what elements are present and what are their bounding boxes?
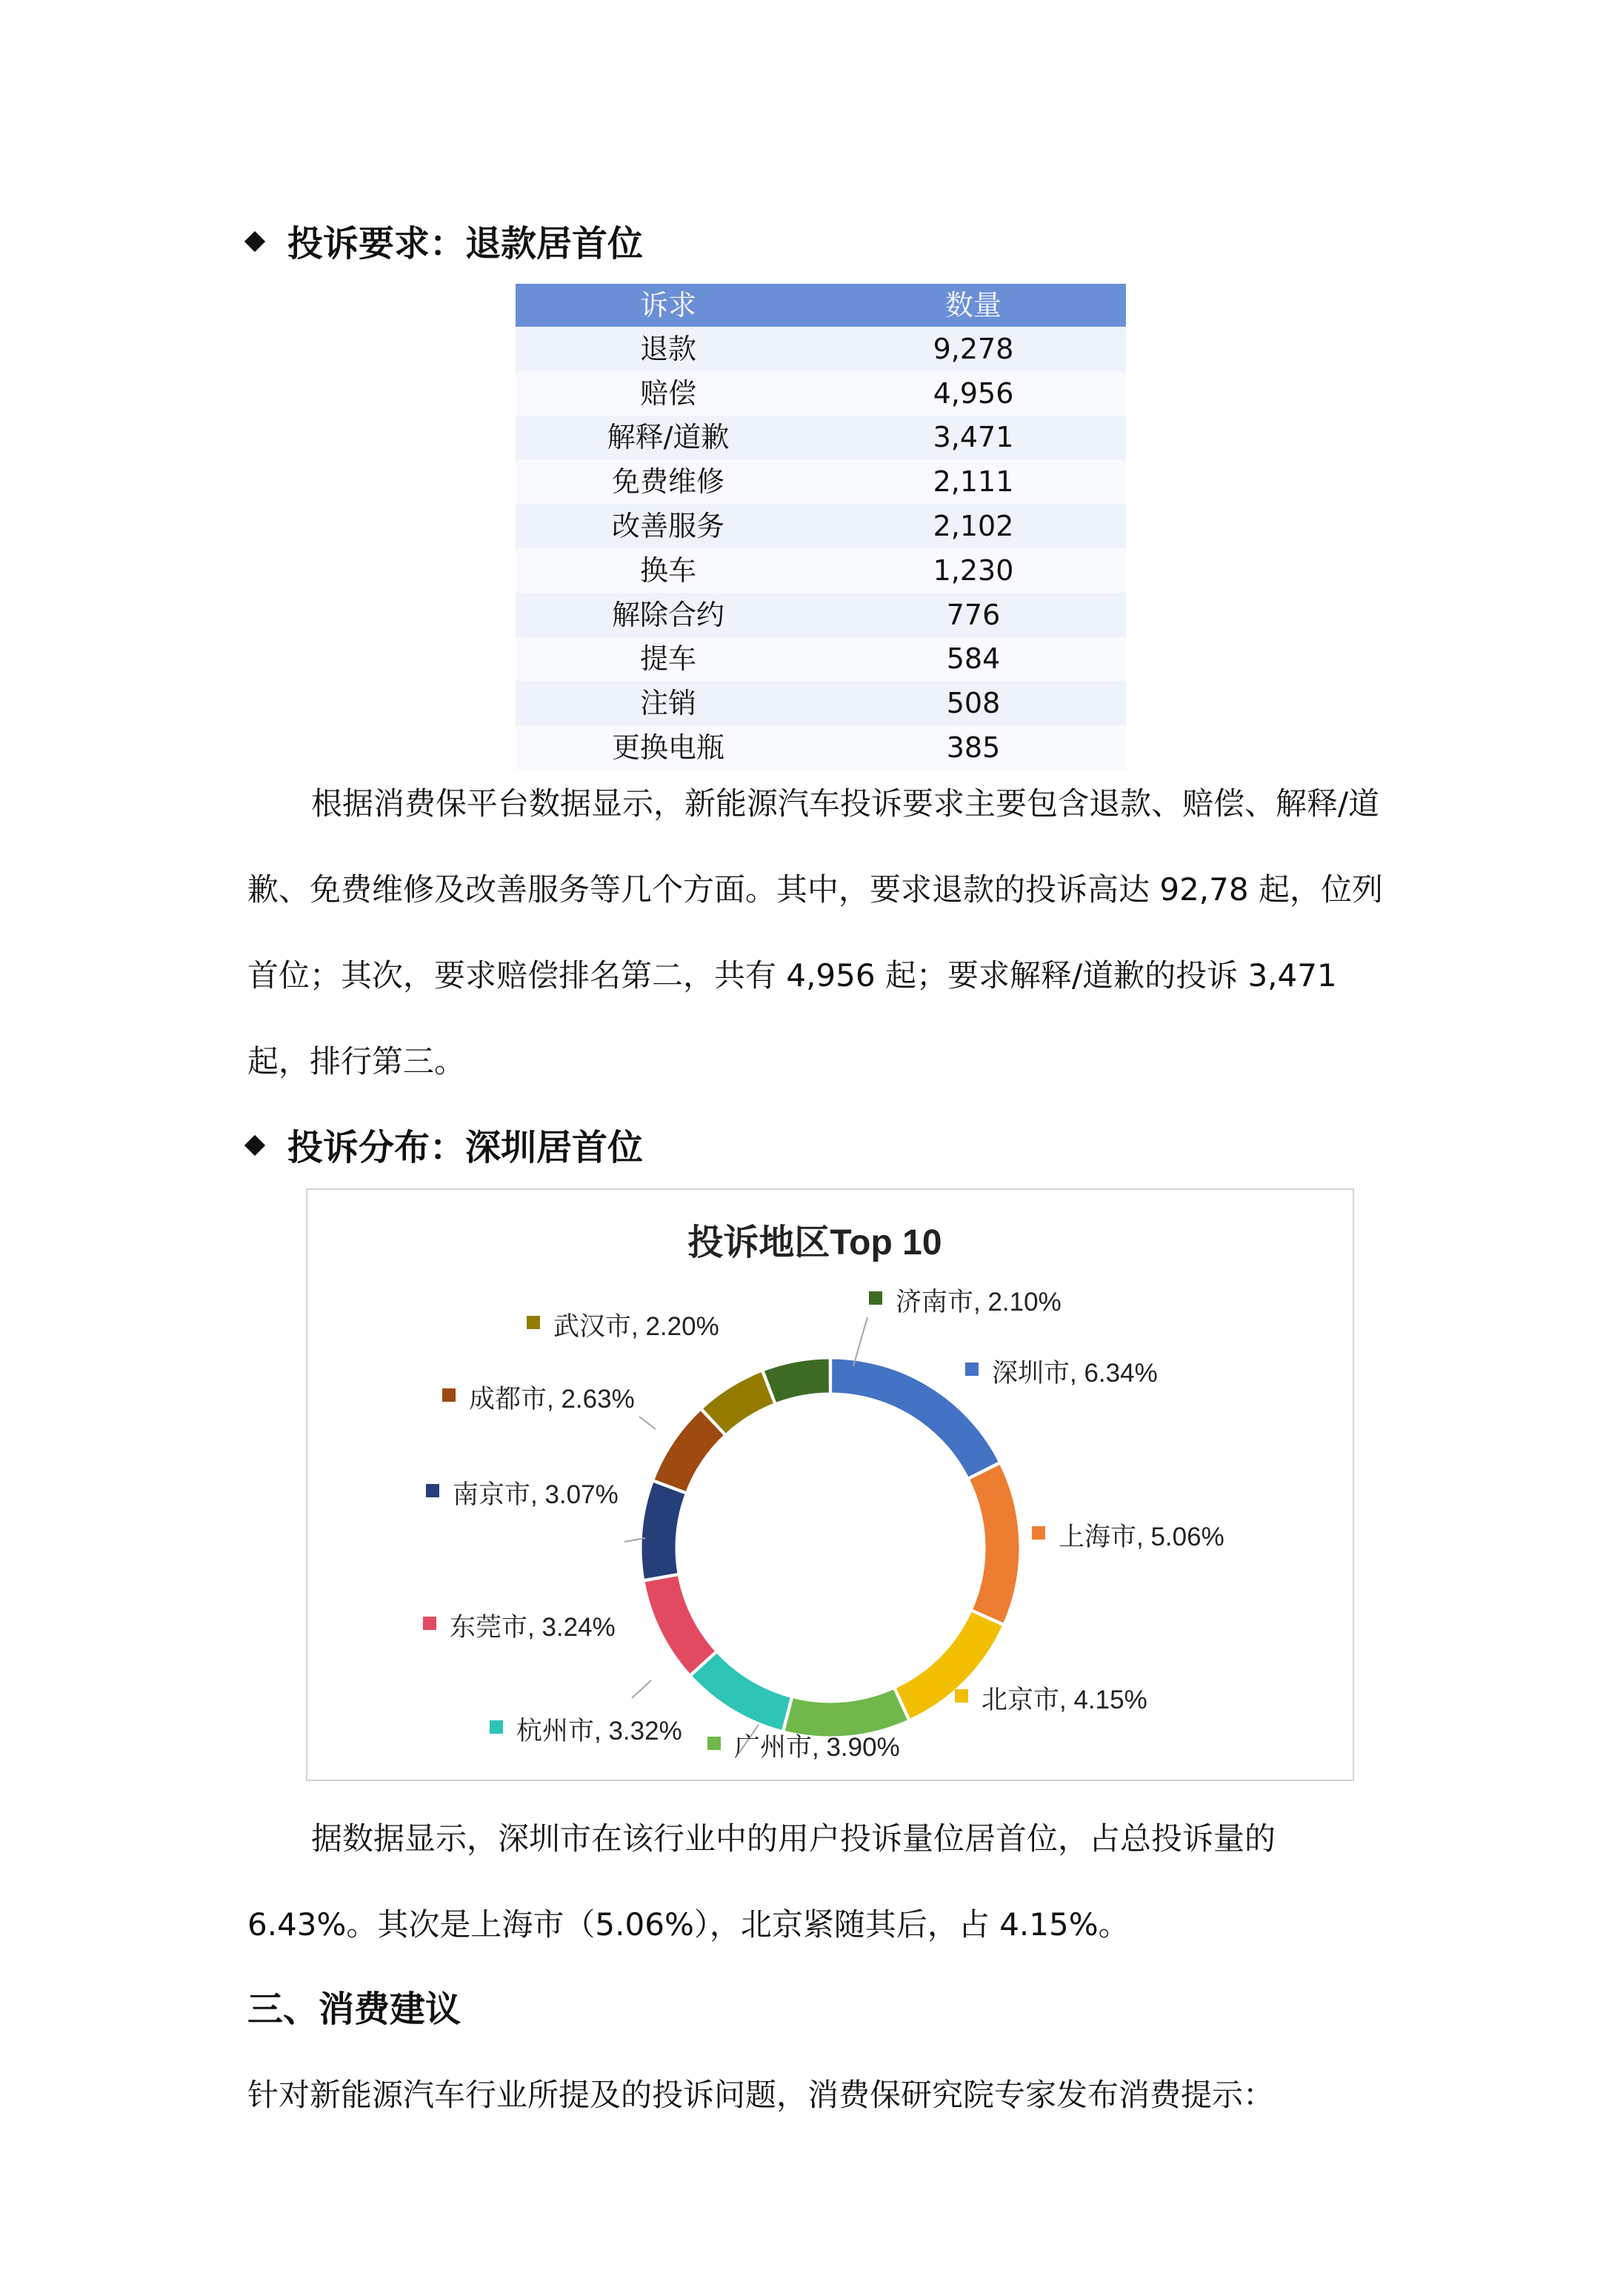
request-count-cell: 385 (821, 725, 1126, 770)
legend-key-2 (1032, 1526, 1045, 1540)
request-type-cell: 免费维修 (516, 459, 821, 504)
table-row (516, 548, 1126, 593)
request-count-cell: 508 (821, 681, 1126, 725)
paragraph-consumer-advice: 针对新能源汽车行业所提及的投诉问题，消费保研究院专家发布消费提示： (247, 2077, 1275, 2113)
request-count-cell: 2,102 (821, 504, 1126, 548)
legend-key-3 (955, 1689, 968, 1703)
table-row (516, 371, 1126, 416)
donut-slice-1 (831, 1358, 1000, 1478)
data-label-4: 广州市, 3.90% (734, 1733, 900, 1762)
donut-slice-5 (690, 1652, 791, 1731)
paragraph-complaint-distribution: 据数据显示，深圳市在该行业中的用户投诉量位居首位，占总投诉量的6.43%。其次是上海市（5.06%），北京紧随其后，占 4.15%。 (247, 1820, 1276, 1943)
table-body (516, 327, 1126, 770)
donut-slice-7 (641, 1481, 686, 1580)
donut-chart-svg (307, 1190, 1353, 1780)
region-donut-chart (306, 1188, 1354, 1781)
request-type-cell: 提车 (516, 637, 821, 682)
donut-slice-10 (763, 1358, 830, 1404)
data-label-8: 成都市, 2.63% (469, 1385, 635, 1414)
request-type-cell: 改善服务 (516, 504, 821, 548)
table-row (516, 327, 1126, 371)
donut-slice-4 (784, 1688, 909, 1737)
data-label-1: 深圳市, 6.34% (992, 1359, 1158, 1388)
request-type-cell: 赔偿 (516, 371, 821, 416)
table-header-cell: 数量 (821, 284, 1126, 327)
request-type-cell: 解除合约 (516, 593, 821, 637)
table-row (516, 416, 1126, 460)
section-heading-consumer-advice (247, 1986, 461, 2033)
request-count-cell: 776 (821, 593, 1126, 637)
request-count-cell: 4,956 (821, 371, 1126, 416)
paragraph-complaint-requests: 根据消费保平台数据显示，新能源汽车投诉要求主要包含退款、赔偿、解释/道歉、免费维修及改善服务等几个方面。其中，要求退款的投诉高达 92,78 起，位列首位；其次，要求赔偿排名第二，共有 4,956 起；要求解释/道歉的投诉 3,471 起，排行第三。 (247, 785, 1383, 1079)
request-type-cell: 退款 (516, 327, 821, 371)
request-type-cell: 换车 (516, 548, 821, 593)
legend-key-9 (527, 1316, 540, 1329)
data-label-5: 杭州市, 3.32% (516, 1717, 682, 1746)
request-type-cell: 注销 (516, 681, 821, 725)
data-label-2: 上海市, 5.06% (1059, 1523, 1224, 1551)
legend-key-6 (423, 1617, 436, 1630)
table-row (516, 681, 1126, 725)
legend-key-5 (490, 1720, 503, 1734)
data-label-3: 北京市, 4.15% (982, 1686, 1147, 1714)
leader-line-10 (853, 1317, 867, 1366)
chart-title: 投诉地区Top 10 (687, 1223, 942, 1262)
table-header-cell: 诉求 (516, 284, 821, 327)
request-count-cell: 1,230 (821, 548, 1126, 593)
diamond-bullet-icon (244, 231, 265, 252)
diamond-bullet-icon (244, 1135, 265, 1156)
request-count-cell: 2,111 (821, 459, 1126, 504)
leader-line-8 (639, 1417, 656, 1429)
request-count-cell: 3,471 (821, 416, 1126, 460)
section-heading-complaint-distribution (247, 1124, 643, 1171)
table-row (516, 459, 1126, 504)
data-label-9: 武汉市, 2.20% (553, 1312, 719, 1341)
section-heading-complaint-requests (247, 220, 643, 267)
legend-key-4 (707, 1737, 721, 1750)
table-row (516, 593, 1126, 637)
request-count-cell: 584 (821, 637, 1126, 682)
complaint-requests-table (516, 284, 1126, 770)
table-row (516, 504, 1126, 548)
data-label-10: 济南市, 2.10% (896, 1288, 1062, 1317)
request-type-cell: 更换电瓶 (516, 725, 821, 770)
legend-key-10 (869, 1291, 882, 1305)
heading-text: 投诉分布：深圳居首位 (287, 1127, 644, 1168)
donut-slice-2 (968, 1463, 1020, 1624)
data-label-6: 东莞市, 3.24% (450, 1613, 616, 1642)
legend-key-1 (965, 1362, 979, 1376)
legend-key-7 (426, 1484, 439, 1497)
table-row (516, 637, 1126, 682)
table-header-row (516, 284, 1126, 327)
request-type-cell: 解释/道歉 (516, 416, 821, 460)
leader-line-6 (632, 1680, 651, 1698)
data-label-7: 南京市, 3.07% (453, 1480, 619, 1509)
heading-text: 三、消费建议 (247, 1989, 461, 2030)
heading-text: 投诉要求：退款居首位 (287, 223, 644, 264)
legend-key-8 (442, 1388, 456, 1402)
request-count-cell: 9,278 (821, 327, 1126, 371)
donut-slice-6 (644, 1575, 716, 1675)
